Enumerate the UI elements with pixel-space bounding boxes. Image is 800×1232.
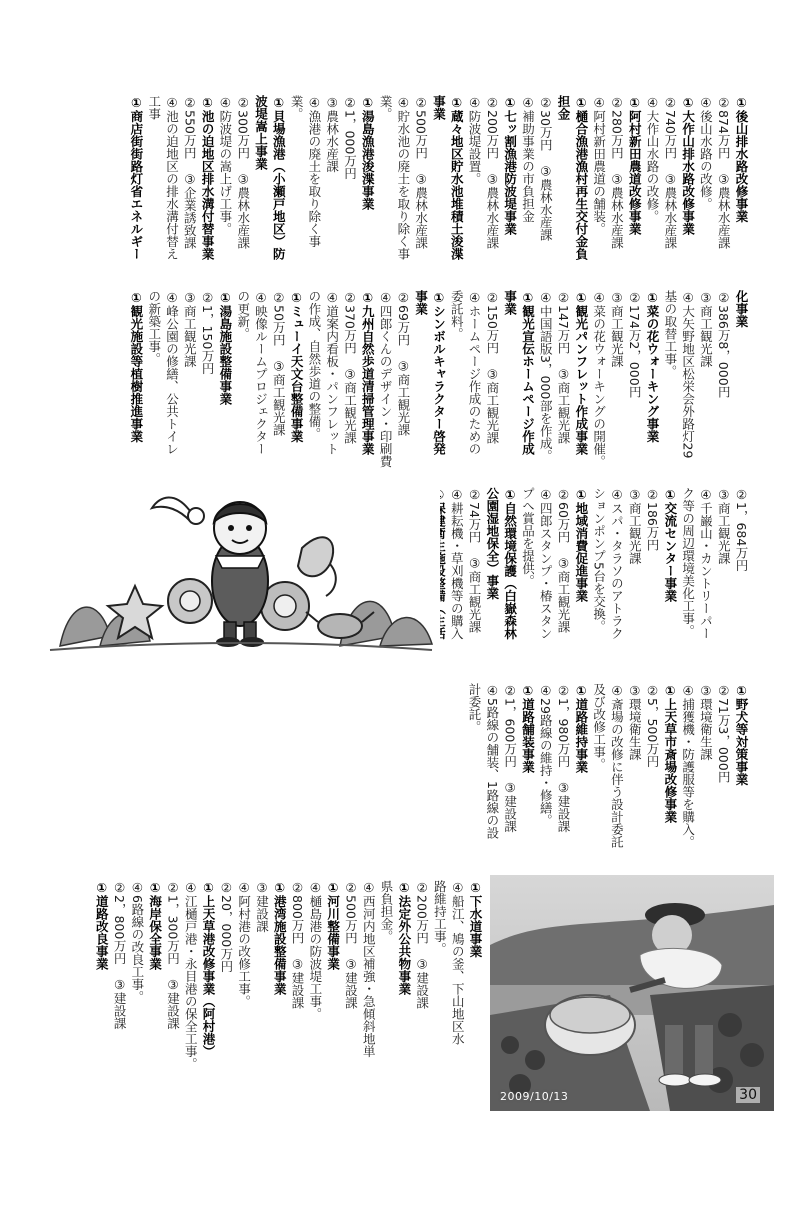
item-line: ③環境衛生課: [698, 683, 714, 761]
item-line: ②1，150万円: [200, 290, 216, 375]
item-line: ②550万円 ③企業誘致課: [182, 95, 198, 249]
item-line: ④四郎くんのデザイン・印刷費: [378, 290, 394, 468]
item-heading: ①シンボルキャラクター啓発: [431, 290, 447, 455]
item-line: ④千巌山・カントリーパー: [698, 487, 714, 640]
item-line: ③商工観光課: [182, 290, 198, 368]
item-line: ③商工観光課: [716, 487, 732, 565]
item-line: ②20，000万円: [218, 880, 234, 973]
item-heading: ①九州自然歩道清掃管理事業: [360, 290, 376, 455]
item-heading: ①道路維持事業: [573, 683, 589, 773]
item-line: ④防波堤設置。: [467, 95, 483, 185]
mascot-illustration: [40, 486, 440, 656]
item-line: ④四郎スタンプ・椿スタン: [538, 487, 554, 640]
item-heading: ①湯島施設整備事業: [217, 290, 233, 405]
item-heading: ①野犬等対策事業: [734, 683, 749, 786]
item-line: ④耕耘機・草刈機等の購入: [449, 487, 465, 640]
item-line: ④樋島港の防波堤工事。: [307, 880, 323, 1020]
item-line: ②740万円 ③農林水産課: [662, 95, 678, 249]
item-heading: ①自然環境保護（白嶽森林: [502, 487, 518, 640]
item-line: ④菜の花ウォーキングの開催。: [591, 290, 607, 468]
item-line: 工事: [146, 95, 162, 120]
item-heading: ①大作山排水路改修事業: [680, 95, 696, 235]
item-line: ④5路線の舗装、1路線の設: [484, 683, 500, 839]
item-line: ②800万円 ③建設課: [290, 880, 306, 1009]
item-line: ク等の周辺環境美化工事。: [680, 487, 696, 637]
section-construction: [50, 880, 484, 1232]
item-heading: ①蔵々地区貯水池堆積土浚渫: [449, 95, 465, 260]
item-heading: 波堤嵩上事業: [253, 95, 269, 170]
item-line: ④映像ルームプロジェクター: [253, 290, 269, 455]
item-heading: ①池の迫地区排水溝付替事業: [200, 95, 216, 260]
item-heading: ①七ッ割漁港防波堤事業: [502, 95, 518, 235]
item-line: ④後山水路の改修。: [698, 95, 714, 210]
item-line: ④ホームページ作成のための: [467, 290, 483, 455]
item-line: ②200万円 ③農林水産課: [484, 95, 500, 249]
item-line: ②150万円 ③商工観光課: [484, 290, 500, 444]
event-photo: [490, 875, 774, 1111]
item-line: 及び改修工事。: [591, 683, 607, 771]
item-line: ②186万円: [645, 487, 661, 551]
item-line: ④西河内地区補強・急傾斜地単: [361, 880, 377, 1058]
item-line: ②1，684万円: [734, 487, 749, 572]
item-heading: 公園湿地保全）事業: [484, 487, 500, 600]
item-heading: 事業: [502, 290, 518, 315]
item-line: ②60万円 ③商工観光課: [556, 487, 572, 633]
item-heading: ①下水道事業: [468, 880, 483, 958]
item-heading: ①上天草港改修事業（阿村港）: [201, 880, 217, 1058]
item-line: ④阿村新田農道の舗装。: [591, 95, 607, 235]
item-heading: ①樋合漁港漁村再生交付金負: [573, 95, 589, 260]
item-heading: ①上天草市斎場改修事業: [662, 683, 678, 823]
item-line: ④中国語版3，000部を作成。: [538, 290, 554, 462]
item-line: ④スパ・タラソのアトラク: [609, 487, 625, 640]
item-line: ④峰公園の修繕、公共トイレ: [164, 290, 180, 455]
item-line: ②1，980万円 ③建設課: [556, 683, 572, 833]
page-number: 30: [736, 1087, 760, 1103]
item-heading: ①交流センター事業: [662, 487, 678, 602]
item-line: ションポンプ5台を交換。: [591, 487, 607, 633]
item-heading: ①河川整備事業: [325, 880, 341, 970]
item-line: ②300万円 ③農林水産課: [235, 95, 251, 249]
item-line: ②500万円 ③建設課: [343, 880, 359, 1009]
item-heading: ①道路改良事業: [94, 880, 110, 970]
item-line: の作成、自然歩道の整備。: [306, 290, 322, 440]
item-line: ④補助事業の市負担金: [520, 95, 536, 223]
item-line: ④阿村港の改修工事。: [236, 880, 252, 1008]
item-line: の新築工事。: [146, 290, 162, 365]
item-line: ④防波堤の嵩上げ工事。: [217, 95, 233, 235]
item-line: ③商工観光課: [627, 487, 643, 565]
item-line: ②386万8，000円: [716, 290, 732, 399]
item-line: ③商工観光課: [698, 290, 714, 368]
item-line: 基の取替工事。: [662, 290, 678, 378]
item-line: ②370万円 ③商工観光課: [342, 290, 358, 444]
item-line: ②30万円 ③農林水産課: [538, 95, 554, 241]
item-line: 県負担金。: [379, 880, 395, 943]
item-line: ④斎場の改修に伴う設計委託: [609, 683, 625, 848]
item-line: ②500万円 ③農林水産課: [413, 95, 429, 249]
item-line: ④捕獲機・防護服等を購入。: [680, 683, 696, 848]
item-heading: 事業: [431, 95, 447, 120]
item-heading: ①菜の花ウォーキング事業: [645, 290, 661, 443]
item-line: ②280万円 ③農林水産課: [609, 95, 625, 249]
item-line: ④池の迫地区の排水溝付替え: [164, 95, 180, 260]
item-heading: ①阿村新田農道改修事業: [627, 95, 643, 235]
item-line: ③環境衛生課: [627, 683, 643, 761]
item-line: ②74万円 ③商工観光課: [467, 487, 483, 633]
item-line: 業。: [378, 95, 394, 120]
item-line: ②50万円 ③商工観光課: [271, 290, 287, 436]
item-line: ④大矢野地区松栄会外路灯29: [680, 290, 696, 459]
item-line: ②2，800万円 ③建設課: [112, 880, 128, 1030]
item-heading: ①商店街街路灯省エネルギー: [128, 95, 144, 260]
item-heading: ①観光宣伝ホームページ作成: [520, 290, 536, 455]
item-line: プへ賞品を提供。: [520, 487, 536, 587]
item-heading: ①法定外公共物事業: [396, 880, 412, 995]
item-line: ②147万円 ③商工観光課: [556, 290, 572, 444]
item-line: 委託料。: [449, 290, 465, 340]
item-heading: ①観光パンフレット作成事業: [573, 290, 589, 455]
item-line: ③建設課: [254, 880, 270, 933]
item-heading: ①道路舗装事業: [520, 683, 536, 773]
item-line: ②200万円 ③建設課: [414, 880, 430, 1009]
item-heading: ①海岸保全事業: [147, 880, 163, 970]
item-line: ②5，500万円: [645, 683, 661, 768]
photo-date: 2009/10/13: [500, 1090, 569, 1103]
item-line: ②69万円 ③商工観光課: [395, 290, 411, 436]
item-heading: ①ミューイ天文台整備事業: [289, 290, 305, 443]
item-heading: 化事業: [734, 290, 749, 328]
item-line: の更新。: [235, 290, 251, 340]
item-line: ②1，600万円 ③建設課: [502, 683, 518, 833]
item-line: ④江樋戸港・永目港の保全工事。: [183, 880, 199, 1070]
item-heading: ①湯島漁港浚渫事業: [360, 95, 376, 210]
item-heading: ①港湾施設整備事業: [272, 880, 288, 995]
item-line: ④船江、鳩の釜、下山地区水: [450, 880, 466, 1045]
item-line: ④漁港の廃土を取り除く事: [306, 95, 322, 248]
item-line: ④6路線の改良工事。: [129, 880, 145, 1003]
item-line: ②874万円 ③農林水産課: [716, 95, 732, 249]
item-line: ②174万2，000円: [627, 290, 643, 399]
item-line: ②71万3，000円: [716, 683, 732, 784]
item-heading: 担金: [556, 95, 572, 120]
item-line: ④道案内看板・パンフレット: [324, 290, 340, 455]
item-line: ②1，300万円 ③建設課: [165, 880, 181, 1030]
item-line: ③農林水産課: [324, 95, 340, 173]
item-heading: ①観光施設等植樹推進事業: [128, 290, 144, 443]
item-line: ②1，000万円: [342, 95, 358, 180]
item-line: 路維持工事。: [432, 880, 448, 955]
item-line: 計委託。: [467, 683, 483, 733]
item-line: ④29路線の維持・修繕。: [538, 683, 554, 827]
item-heading: ①後山排水路改修事業: [734, 95, 749, 223]
item-heading: ①地域消費促進事業: [573, 487, 589, 602]
item-heading: 事業: [413, 290, 429, 315]
item-line: ④貯水池の廃土を取り除く事: [395, 95, 411, 260]
item-line: ④大作山水路の改修。: [645, 95, 661, 223]
item-line: 業。: [289, 95, 305, 120]
item-line: ③商工観光課: [609, 290, 625, 368]
item-heading: ①貝場漁港（小瀬戸地区）防: [271, 95, 287, 260]
